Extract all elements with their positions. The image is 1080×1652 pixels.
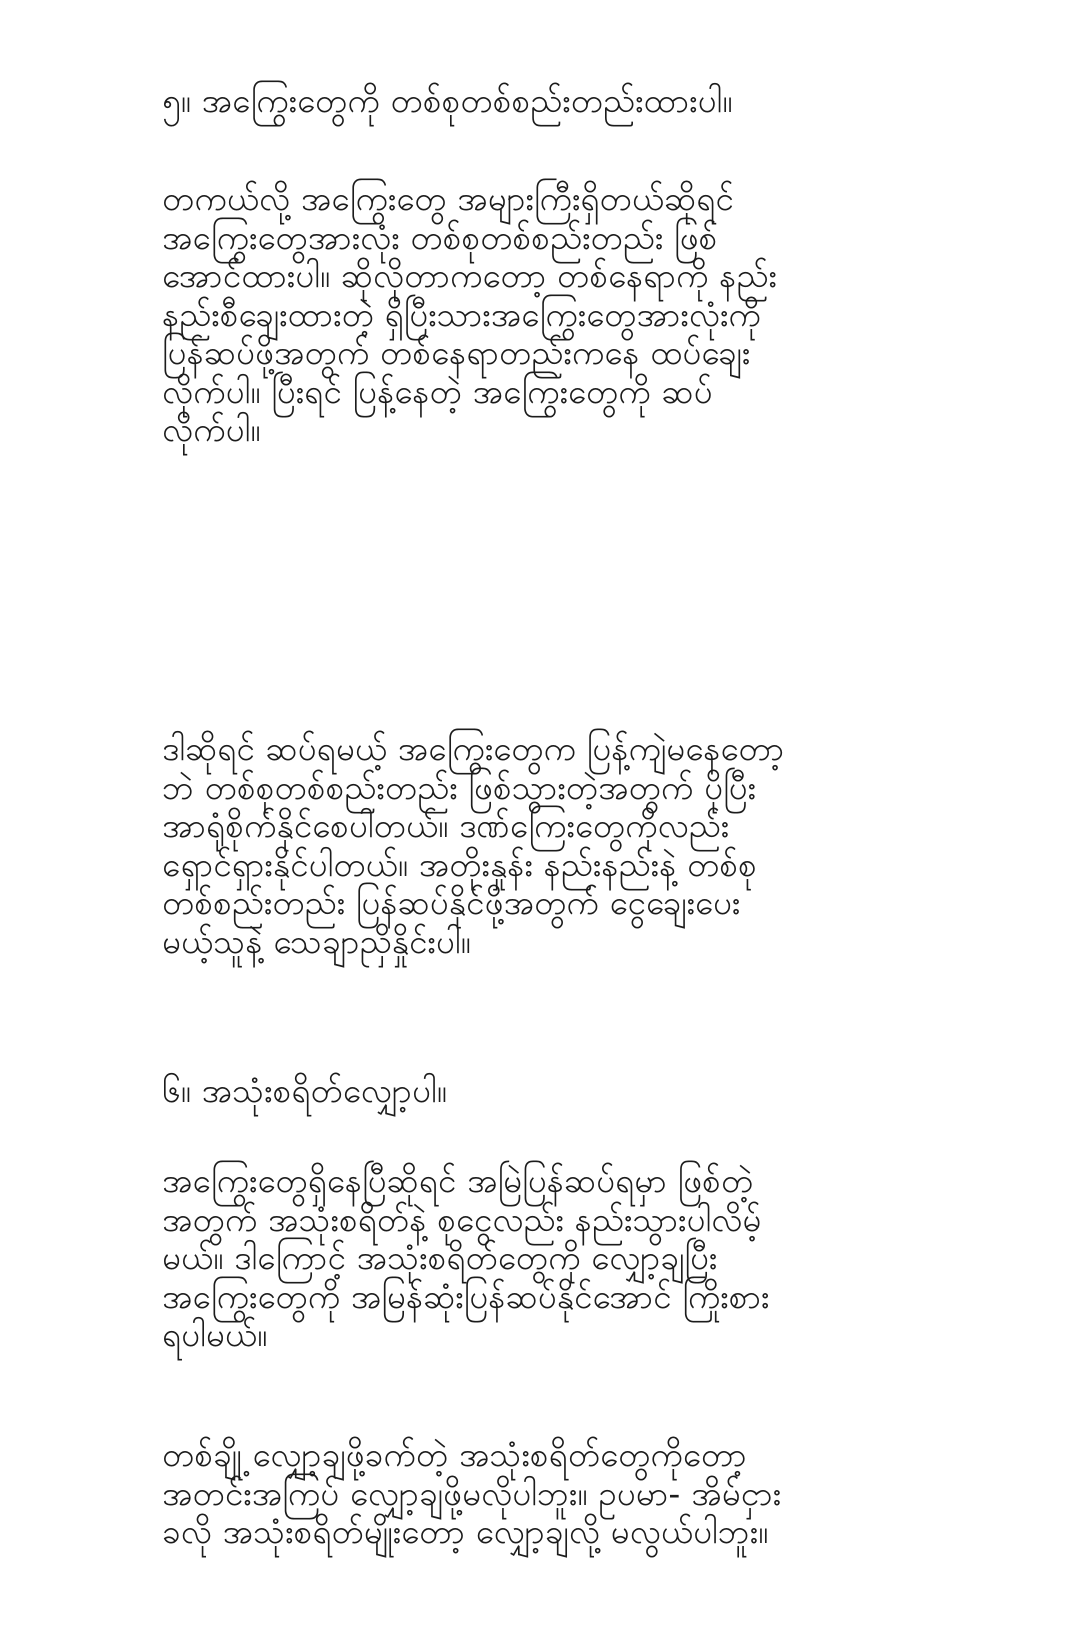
paragraph-4 [162,1436,962,1552]
text-line: ဘဲ တစ်စုတစ်စည်းတည်း ဖြစ်သွားတဲ့အတွက် ပိုပြီး [162,767,757,807]
text-line: မယ့်သူနဲ့ သေချာညှိနှိုင်းပါ။ [162,921,471,961]
text-line: လိုက်ပါ။ ပြီးရင် ပြန့်နေတဲ့ အကြွေးတွေကို ဆပ် [162,371,713,411]
text-line: ရှောင်ရှားနိုင်ပါတယ်။ အတိုးနှုန်း နည်းနည်းနဲ့ တစ်စု [162,844,757,884]
text-line: တစ်ချို့ လျှော့ချဖို့ခက်တဲ့ အသုံးစရိတ်တွေကိုတော့ [162,1435,747,1474]
heading-text: ၅။ အကြွေးတွေကို တစ်စုတစ်စည်းတည်းထားပါ။ [162,81,733,120]
text-line: ခလို အသုံးစရိတ်မျိုးတော့ လျှော့ချလို့ မလွယ်ပါဘူး။ [162,1512,769,1551]
text-line: ဒါဆိုရင် ဆပ်ရမယ့် အကြွေးတွေက ပြန့်ကျဲမနေတော့ [162,729,785,768]
text-line: အတင်းအကြပ် လျှော့ချဖို့မလိုပါဘူး။ ဥပမာ- အိမ်ငှား [162,1473,782,1513]
text-line: အကြွေးတွေအားလုံး တစ်စုတစ်စည်းတည်း ဖြစ် [162,217,718,257]
section-heading-6 [162,1072,962,1111]
paragraph-2 [162,730,962,961]
text-line: တကယ်လို့ အကြွေးတွေ အများကြီးရှိတယ်ဆိုရင် [162,179,734,218]
text-line: မယ်။ ဒါကြောင့် အသုံးစရိတ်တွေကို လျှော့ချပြီး [162,1238,718,1277]
text-line: ပြန်ဆပ်ဖို့အတွက် တစ်နေရာတည်းကနေ ထပ်ချေး [162,333,751,372]
text-line: နည်းစီချေးထားတဲ့ ရှိပြီးသားအကြွေးတွေအားလုံးကို [162,294,761,334]
text-line: အကြွေးတွေကို အမြန်ဆုံးပြန်ဆပ်နိုင်အောင် ကြိုးစား [162,1276,770,1316]
text-line: လိုက်ပါ။ [162,410,261,449]
text-line: တစ်စည်းတည်း ပြန်ဆပ်နိုင်ဖို့အတွက် ငွေချေးပေး [162,883,741,922]
text-line: အောင်ထားပါ။ ဆိုလိုတာကတော့ တစ်နေရာကို နည်း [162,256,777,295]
paragraph-3 [162,1162,962,1355]
heading-text: ၆။ အသုံးစရိတ်လျှော့ပါ။ [162,1071,447,1110]
paragraph-1 [162,180,962,450]
section-heading-5 [162,82,962,121]
text-line: ရပါမယ်။ [162,1315,268,1354]
text-line: အာရုံစိုက်နိုင်စေပါတယ်။ ဒဏ်ကြေးတွေကိုလည်း [162,806,730,845]
text-line: အကြွေးတွေရှိနေပြီဆိုရင် အမြဲပြန်ဆပ်ရမှာ ဖြစ်တဲ့ [162,1161,754,1200]
text-line: အတွက် အသုံးစရိတ်နဲ့ စုငွေလည်း နည်းသွားပါလိမ့် [162,1199,762,1239]
